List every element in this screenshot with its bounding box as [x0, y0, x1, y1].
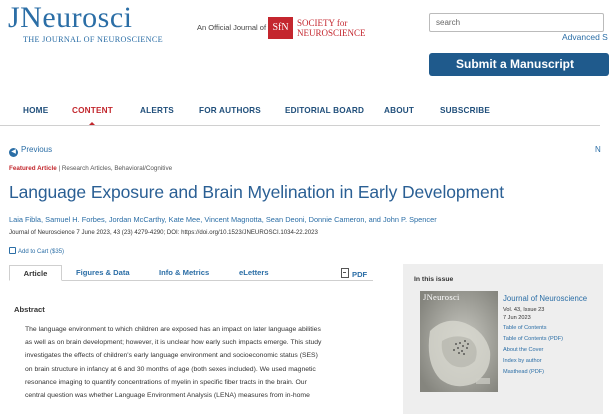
next-article-link[interactable]: N: [595, 145, 601, 154]
previous-article-link[interactable]: [9, 145, 52, 157]
add-to-cart-link[interactable]: [9, 247, 64, 255]
cover-logo: JNeurosci: [423, 292, 460, 302]
abstract-line: central question was whether Language Environment Analysis (LENA) measures from in-home: [25, 392, 310, 400]
table-of-contents-pdf-link[interactable]: Table of Contents (PDF): [503, 336, 564, 342]
sfn-logo-badge[interactable]: SfN: [268, 17, 293, 39]
pdf-icon: [341, 268, 349, 278]
advanced-search-link[interactable]: Advanced S: [562, 32, 608, 42]
journal-tagline: THE JOURNAL OF NEUROSCIENCE: [23, 35, 163, 44]
abstract-line: on brain structure in infancy at 6 and 30 months of age (both sexes included). We used magnetic: [25, 365, 316, 373]
tab-info-metrics[interactable]: Info & Metrics: [159, 268, 210, 277]
issue-cover-image[interactable]: [420, 291, 498, 392]
abstract-line: as well as on brain development; however, it is unclear how early such impacts emerge. This study: [25, 339, 322, 347]
society-line-2: NEUROSCIENCE: [297, 28, 366, 38]
in-this-issue-heading: In this issue: [414, 276, 454, 283]
article-category: Research Articles, Behavioral/Cognitive: [61, 165, 173, 172]
masthead-pdf-link[interactable]: Masthead (PDF): [503, 369, 545, 375]
cover-artwork: [420, 291, 498, 392]
submit-manuscript-button[interactable]: Submit a Manuscript: [429, 53, 609, 76]
nav-about[interactable]: ABOUT: [384, 106, 415, 115]
table-of-contents-link[interactable]: Table of Contents: [503, 325, 547, 331]
nav-subscribe[interactable]: SUBSCRIBE: [440, 106, 491, 115]
chevron-left-icon: ◀: [9, 148, 18, 157]
cart-icon: [9, 247, 16, 254]
add-to-cart-label: Add to Cart ($35): [18, 249, 65, 255]
nav-editorial-board[interactable]: EDITORIAL BOARD: [285, 106, 365, 115]
about-the-cover-link[interactable]: About the Cover: [503, 347, 544, 353]
abstract-text: [25, 323, 372, 402]
nav-alerts[interactable]: ALERTS: [140, 106, 174, 115]
article-authors[interactable]: Laia Fibla, Samuel H. Forbes, Jordan McCarthy, Kate Mee, Vincent Magnotta, Sean Deoni, Donnie Cameron, and John P. Spencer: [9, 215, 437, 224]
featured-article-label: Featured Article: [9, 165, 57, 172]
article-citation: Journal of Neuroscience 7 June 2023, 43 (23) 4279-4290; DOI: https://doi.org/10.1523/JNEUROSCI.1034-22.2023: [9, 229, 318, 236]
tab-figures-data[interactable]: Figures & Data: [76, 268, 130, 277]
abstract-heading: Abstract: [14, 305, 45, 314]
issue-volume: Vol. 43, Issue 23: [503, 307, 545, 313]
index-by-author-link[interactable]: Index by author: [503, 358, 542, 364]
issue-journal-link[interactable]: Journal of Neuroscience: [503, 294, 588, 303]
search-input[interactable]: [429, 13, 604, 32]
society-line-1: SOCIETY for: [297, 18, 348, 28]
journal-logo[interactable]: JNeurosci: [8, 1, 133, 34]
article-category-line: Featured Article | Research Articles, Behavioral/Cognitive: [9, 165, 173, 172]
tab-pdf[interactable]: [341, 268, 367, 279]
tabs-divider: [9, 280, 373, 281]
pdf-label: PDF: [352, 270, 368, 279]
tab-article[interactable]: Article: [9, 265, 62, 281]
tab-eletters[interactable]: eLetters: [239, 268, 269, 277]
official-journal-text: An Official Journal of: [197, 23, 267, 32]
abstract-line: resonance imaging to quantify concentrations of myelin in specific fiber tracts in the brain. Our: [25, 378, 307, 386]
nav-divider: [0, 125, 600, 126]
article-title: Language Exposure and Brain Myelination in Early Development: [9, 182, 504, 202]
nav-content[interactable]: CONTENT: [72, 106, 113, 115]
issue-date: 7 Jun 2023: [503, 315, 531, 321]
abstract-line: investigates the effects of children's early language environment and socioeconomic status (SES): [25, 352, 318, 360]
nav-for-authors[interactable]: FOR AUTHORS: [199, 106, 261, 115]
previous-label: Previous: [21, 145, 53, 154]
nav-home[interactable]: HOME: [23, 106, 49, 115]
abstract-line: The language environment to which children are exposed has an impact on later language abilities: [25, 326, 321, 333]
society-name[interactable]: [297, 18, 366, 38]
